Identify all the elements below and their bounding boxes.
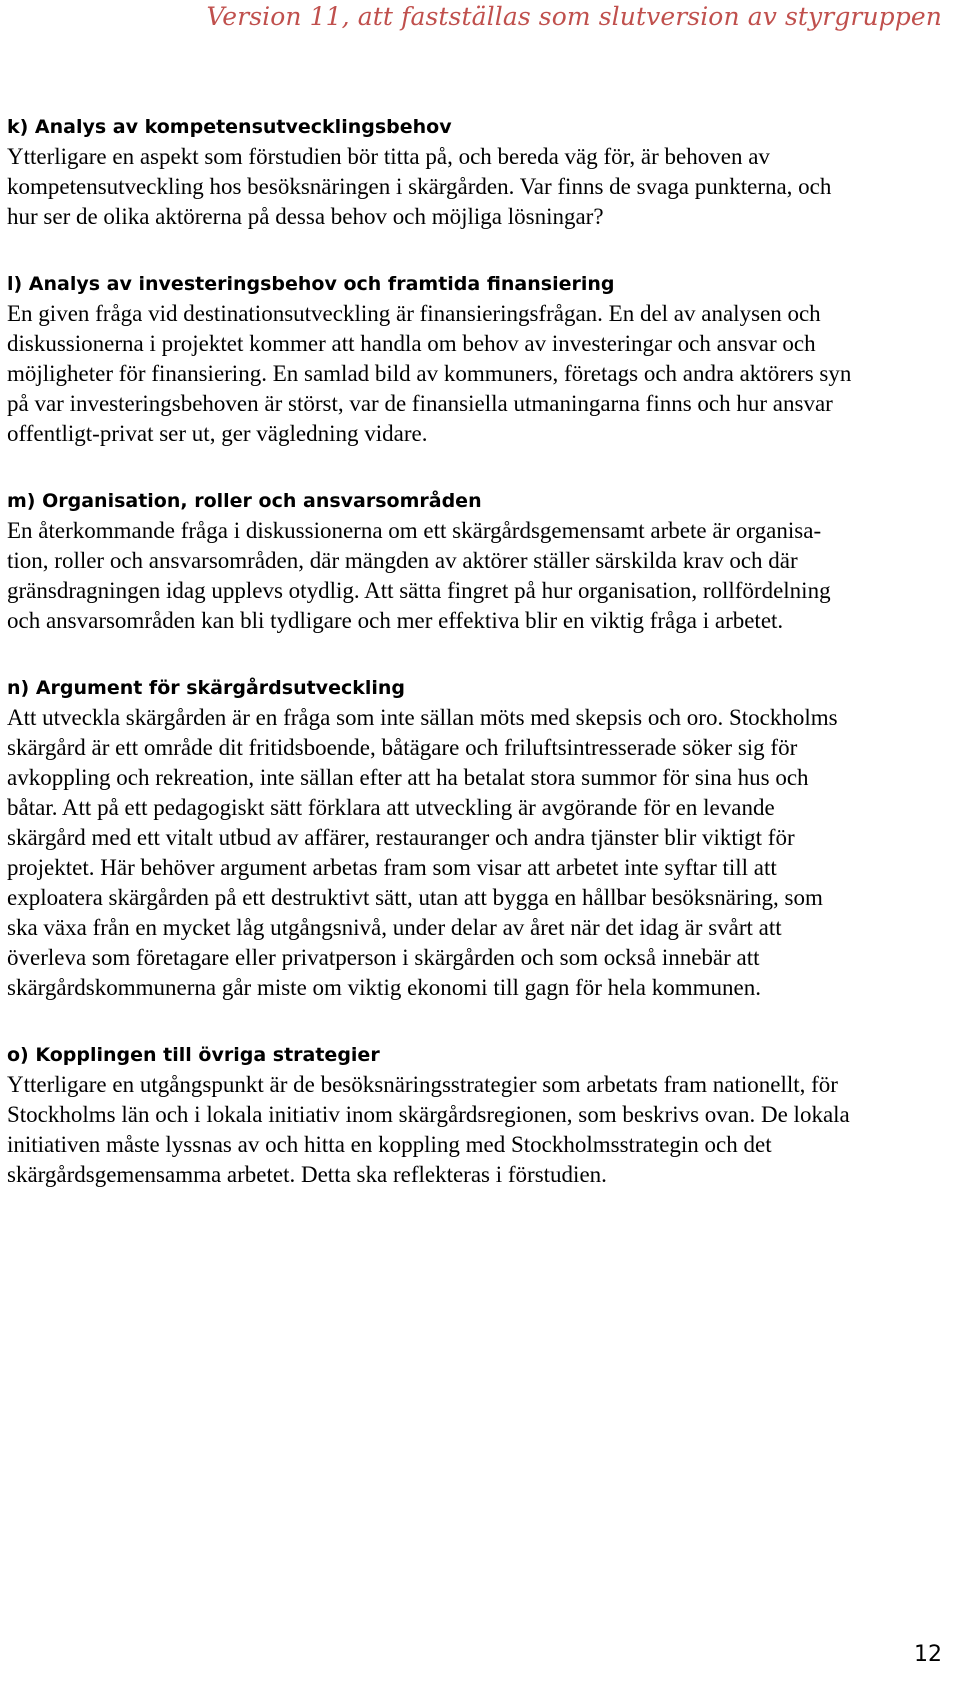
paragraph-line: diskussionerna i projektet kommer att handla om behov av investeringar och ansvar och bbox=[7, 331, 816, 356]
paragraph-line: skärgård är ett område dit fritidsboende, båtägare och friluftsintresserade söker sig för bbox=[7, 735, 798, 760]
section-k bbox=[7, 112, 942, 232]
paragraph-line: kompetensutveckling hos besöksnäringen i skärgården. Var finns de svaga punkterna, och bbox=[7, 174, 832, 199]
section-paragraph bbox=[7, 1070, 942, 1190]
paragraph-line: och ansvarsområden kan bli tydligare och mer effektiva blir en viktig fråga i arbetet. bbox=[7, 608, 784, 633]
section-heading: m) Organisation, roller och ansvarsområden bbox=[7, 490, 482, 512]
section-paragraph bbox=[7, 516, 942, 636]
section-paragraph bbox=[7, 299, 942, 449]
paragraph-line: En given fråga vid destinationsutveckling är finansieringsfrågan. En del av analysen och bbox=[7, 301, 821, 326]
section-heading: o) Kopplingen till övriga strategier bbox=[7, 1044, 380, 1066]
paragraph-line: båtar. Att på ett pedagogiskt sätt förklara att utveckling är avgörande för en levande bbox=[7, 795, 775, 820]
section-n bbox=[7, 673, 942, 1003]
paragraph-line: på var investeringsbehoven är störst, var de finansiella utmaningarna finns och hur ansvar bbox=[7, 391, 833, 416]
page-number: 12 bbox=[914, 1642, 942, 1667]
paragraph-line: offentligt-privat ser ut, ger vägledning vidare. bbox=[7, 421, 428, 446]
paragraph-line: Att utveckla skärgården är en fråga som inte sällan möts med skepsis och oro. Stockholms bbox=[7, 705, 838, 730]
paragraph-line: exploatera skärgården på ett destruktivt sätt, utan att bygga en hållbar besöksnäring, som bbox=[7, 885, 823, 910]
section-l bbox=[7, 269, 942, 449]
paragraph-line: möjligheter för finansiering. En samlad bild av kommuners, företags och andra aktörers syn bbox=[7, 361, 852, 386]
paragraph-line: En återkommande fråga i diskussionerna om ett skärgårdsgemensamt arbete är organisa- bbox=[7, 518, 822, 543]
paragraph-line: Ytterligare en aspekt som förstudien bör titta på, och bereda väg för, är behoven av bbox=[7, 144, 770, 169]
paragraph-line: Ytterligare en utgångspunkt är de besöksnäringsstrategier som arbetats fram nationellt, för bbox=[7, 1072, 838, 1097]
paragraph-line: avkoppling och rekreation, inte sällan efter att ha betalat stora summor för sina hus och bbox=[7, 765, 809, 790]
paragraph-line: överleva som företagare eller privatperson i skärgården och som också innebär att bbox=[7, 945, 760, 970]
section-heading: n) Argument för skärgårdsutveckling bbox=[7, 677, 406, 699]
paragraph-line: ska växa från en mycket låg utgångsnivå, under delar av året när det idag är svårt att bbox=[7, 915, 782, 940]
section-paragraph bbox=[7, 142, 942, 232]
paragraph-line: gränsdragningen idag upplevs otydlig. Att sätta fingret på hur organisation, rollfördelning bbox=[7, 578, 831, 603]
paragraph-line: hur ser de olika aktörerna på dessa behov och möjliga lösningar? bbox=[7, 204, 604, 229]
document-body bbox=[7, 112, 942, 1227]
paragraph-line: tion, roller och ansvarsområden, där mängden av aktörer ställer särskilda krav och där bbox=[7, 548, 798, 573]
section-heading: l) Analys av investeringsbehov och framtida finansiering bbox=[7, 273, 615, 295]
page-header: Version 11, att fastställas som slutversion av styrgruppen bbox=[206, 2, 942, 31]
section-heading: k) Analys av kompetensutvecklingsbehov bbox=[7, 116, 452, 138]
paragraph-line: skärgård med ett vitalt utbud av affärer, restauranger och andra tjänster blir viktigt för bbox=[7, 825, 795, 850]
paragraph-line: skärgårdsgemensamma arbetet. Detta ska reflekteras i förstudien. bbox=[7, 1162, 607, 1187]
section-m bbox=[7, 486, 942, 636]
section-o bbox=[7, 1040, 942, 1190]
paragraph-line: Stockholms län och i lokala initiativ inom skärgårdsregionen, som beskrivs ovan. De lokala bbox=[7, 1102, 850, 1127]
paragraph-line: initiativen måste lyssnas av och hitta en koppling med Stockholmsstrategin och det bbox=[7, 1132, 772, 1157]
section-paragraph bbox=[7, 703, 942, 1003]
paragraph-line: projektet. Här behöver argument arbetas fram som visar att arbetet inte syftar till att bbox=[7, 855, 777, 880]
paragraph-line: skärgårdskommunerna går miste om viktig ekonomi till gagn för hela kommunen. bbox=[7, 975, 761, 1000]
